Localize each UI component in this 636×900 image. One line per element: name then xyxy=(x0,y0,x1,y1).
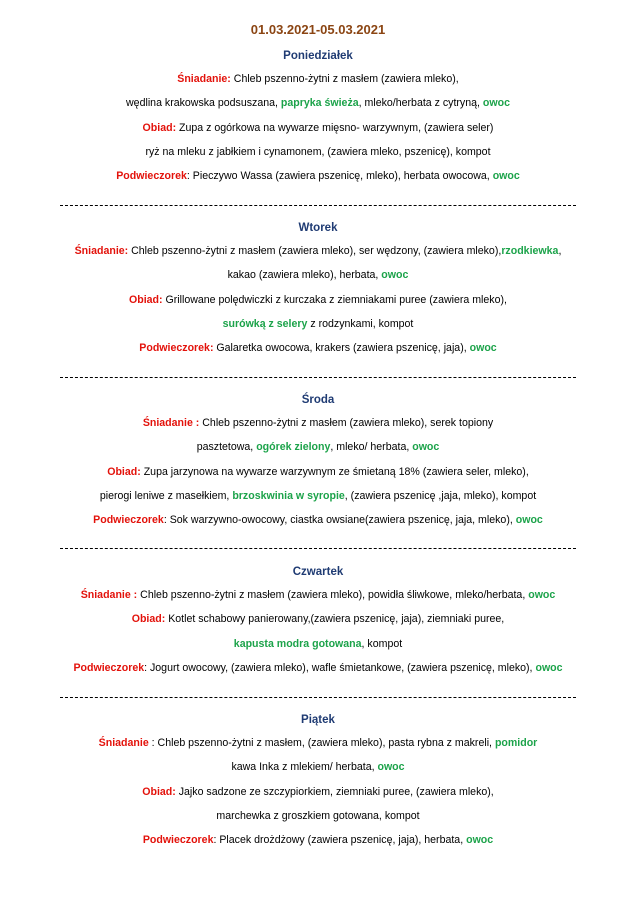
menu-line xyxy=(0,588,636,602)
menu-line xyxy=(0,809,636,823)
menu-text: Grillowane polędwiczki z kurczaka z ziemniakami puree (zawiera xyxy=(162,293,473,306)
day-separator xyxy=(60,697,576,698)
menu-text: pierogi leniwe z masełkiem, xyxy=(99,489,233,502)
menu-text: Chleb xyxy=(230,73,265,85)
menu-text: z masłem (zawiera xyxy=(227,245,322,257)
menu-text: ), xyxy=(500,293,507,306)
menu-text: ), xyxy=(460,342,470,355)
allergen-text: mleko xyxy=(423,73,453,85)
meal-label: Podwieczorek xyxy=(93,514,164,527)
produce-item: ogórek zielony xyxy=(256,441,331,454)
menu-text: kawa Inka z xyxy=(231,761,291,774)
allergen-text: mleko xyxy=(330,589,359,601)
day-separator xyxy=(60,548,576,549)
menu-text: : Pieczywo Wassa (zawiera xyxy=(186,170,319,183)
menu-text: / herbata, xyxy=(364,441,413,454)
allergen-text: mlekiem xyxy=(290,761,330,774)
menu-text: z masłem (zawiera xyxy=(236,589,331,601)
menu-text: , kompot xyxy=(361,637,403,650)
menu-line xyxy=(0,440,636,454)
menu-text: ), kompot xyxy=(492,489,537,502)
allergen-text: pszenno-żytni xyxy=(232,417,299,429)
produce-item: owoc xyxy=(492,170,520,183)
menu-text: z masłem, (zawiera xyxy=(253,737,351,749)
produce-item: owoc xyxy=(466,834,494,847)
menu-text: ), herbata, xyxy=(330,269,382,282)
allergen-text: pszenicę, jaja, mleko xyxy=(407,514,507,527)
produce-item: papryka świeża xyxy=(280,97,359,110)
allergen-text: mleko xyxy=(472,293,501,306)
allergen-text: seler, mleko xyxy=(465,465,523,478)
menu-text: ), kompot xyxy=(446,145,491,158)
menu-text: ), ser wędzony, (zawiera xyxy=(349,245,467,257)
menu-line xyxy=(0,145,636,159)
menu-line xyxy=(0,833,636,847)
menu-text: ), xyxy=(487,785,494,798)
menu-text: z masłem (zawiera xyxy=(329,73,424,85)
allergen-text: mleku xyxy=(177,145,206,158)
menu-line xyxy=(0,465,636,479)
menu-line xyxy=(0,317,636,331)
menu-line xyxy=(0,513,636,527)
meal-label: Podwieczorek xyxy=(73,661,145,674)
menu-text: Kotlet schabowy panierowany,(zawiera xyxy=(165,613,354,626)
day-heading: Wtorek xyxy=(298,222,338,234)
allergen-text: mleko xyxy=(364,97,393,110)
menu-text: ), serek topiony xyxy=(420,417,494,429)
menu-date-range: 01.03.2021-05.03.2021 xyxy=(250,22,386,37)
menu-line xyxy=(0,96,636,110)
menu-text: z masłem (zawiera xyxy=(298,417,393,429)
produce-item: owoc xyxy=(412,441,440,454)
allergen-text: mleko xyxy=(466,245,495,257)
day-heading: Piątek xyxy=(301,714,335,726)
menu-text: : Sok warzywno-owocowy, ciastka owsiane(zawiera xyxy=(163,514,408,527)
day-heading: Czwartek xyxy=(292,566,344,578)
meal-label: Podwieczorek xyxy=(142,834,214,847)
menu-text: ), herbata owocowa, xyxy=(394,170,493,183)
menu-line xyxy=(0,661,636,675)
menu-text: , xyxy=(558,245,562,257)
allergen-text: pszenicę, mleko xyxy=(318,170,395,183)
menu-text: kakao (zawiera xyxy=(227,269,302,282)
menu-text: pasztetowa, xyxy=(196,441,257,454)
menu-text: : Jogurt owocowy, (zawiera xyxy=(144,661,275,674)
menu-text: / herbata, xyxy=(329,761,378,774)
allergen-text: mleko xyxy=(459,785,488,798)
meal-label: Śniadanie xyxy=(98,737,149,749)
allergen-text: pszenno-żytni xyxy=(264,73,330,85)
produce-item: brzoskwinia w syropie xyxy=(232,489,345,502)
menu-text: , xyxy=(330,441,337,454)
menu-line xyxy=(0,612,636,626)
allergen-text: mleko xyxy=(336,441,365,454)
allergen-text: pszenicę, jaja), xyxy=(350,834,422,847)
produce-item: surówką z selery xyxy=(222,317,308,330)
produce-item: kapusta modra gotowana xyxy=(233,637,362,650)
menu-text: wędlina krakowska podsuszana, xyxy=(126,97,281,110)
menu-line xyxy=(0,341,636,355)
menu-text: /herbata z cytryną, xyxy=(392,97,483,110)
allergen-text: mleko xyxy=(321,245,350,257)
allergen-text: pszenno-żytni xyxy=(170,589,237,601)
menu-text: , (zawiera xyxy=(344,489,394,502)
produce-item: owoc xyxy=(482,97,510,110)
menu-line xyxy=(0,268,636,282)
produce-item: owoc xyxy=(469,342,497,355)
day-heading: Środa xyxy=(301,394,335,406)
menu-text: : Placek drożdżowy (zawiera xyxy=(213,834,351,847)
menu-text: ), ziemniaki puree, xyxy=(417,613,505,626)
menu-text: herbata, xyxy=(421,834,467,847)
menu-text: ), xyxy=(522,465,529,478)
meal-label: Śniadanie : xyxy=(142,417,200,429)
meal-label: Podwieczorek xyxy=(116,170,187,183)
menu-text: ), xyxy=(494,245,502,257)
meal-label: Śniadanie: xyxy=(74,245,129,257)
meal-label: Obiad: xyxy=(129,293,163,306)
produce-item: owoc xyxy=(535,661,563,674)
menu-line xyxy=(0,244,636,258)
meal-label: Śniadanie: xyxy=(177,73,231,85)
menu-line xyxy=(0,169,636,183)
menu-text: z rodzynkami, kompot xyxy=(307,317,414,330)
menu-text: ), wafle śmietankowe, (zawiera xyxy=(302,661,451,674)
produce-item: owoc xyxy=(377,761,405,774)
allergen-text: pszenicę, mleko), xyxy=(450,661,533,674)
allergen-text: pszenicę, jaja xyxy=(396,342,461,355)
menu-line xyxy=(0,489,636,503)
meal-label: Podwieczorek: xyxy=(139,342,214,355)
menu-line xyxy=(0,785,636,799)
menu-text: z jabłkiem i cynamonem, (zawiera xyxy=(205,145,371,158)
menu-line xyxy=(0,293,636,307)
meal-label: Obiad: xyxy=(107,465,141,478)
allergen-text: pszenicę, jaja xyxy=(353,613,418,626)
allergen-text: pszenicę ,jaja, mleko xyxy=(393,489,492,502)
meal-label: Obiad: xyxy=(131,613,166,626)
meal-label: Obiad: xyxy=(142,785,176,798)
produce-item: owoc xyxy=(381,269,409,282)
menu-text: marchewka z groszkiem gotowana, kompot xyxy=(216,809,420,822)
day-separator xyxy=(60,205,576,206)
menu-text: : Chleb xyxy=(148,737,189,749)
allergen-text: , (zawiera seler) xyxy=(418,121,494,134)
menu-line xyxy=(0,736,636,750)
menu-text: Zupa jarzynowa na wywarze warzywnym ze śmietaną 18% (zawiera xyxy=(140,465,466,478)
menu-line xyxy=(0,760,636,774)
menu-text: ), xyxy=(452,73,459,85)
allergen-text: mleko xyxy=(392,417,421,429)
produce-item: rzodkiewka xyxy=(501,245,559,257)
produce-item: owoc xyxy=(515,514,543,527)
allergen-text: mleko xyxy=(350,737,379,749)
menu-line xyxy=(0,121,636,135)
menu-text: Zupa z ogórkowa na wywarze mięsno- warzywnym xyxy=(176,121,419,134)
produce-item: owoc xyxy=(528,589,556,601)
menu-text: ryż na xyxy=(145,145,178,158)
menu-text: Chleb xyxy=(199,417,233,429)
day-heading: Poniedziałek xyxy=(283,50,353,62)
allergen-text: mleko xyxy=(274,661,303,674)
day-separator xyxy=(60,377,576,378)
menu-text: , xyxy=(358,97,365,110)
menu-line xyxy=(0,637,636,651)
produce-item: pomidor xyxy=(494,737,538,749)
menu-text: ), powidła śliwkowe, xyxy=(358,589,456,601)
allergen-text: pszenno-żytni xyxy=(161,245,228,257)
meal-label: Obiad: xyxy=(142,121,177,134)
menu-text: Chleb xyxy=(128,245,162,257)
menu-text: Galaretka owocowa, krakers (zawiera xyxy=(213,342,396,355)
menu-text: Jajko sadzone ze szczypiorkiem, ziemniaki puree, (zawiera xyxy=(175,785,459,798)
menu-line xyxy=(0,72,636,86)
allergen-text: mleko, pszenicę xyxy=(370,145,447,158)
menu-line xyxy=(0,416,636,430)
menu-text: ), pasta rybna z makreli, xyxy=(378,737,495,749)
menu-text: Chleb xyxy=(137,589,171,601)
allergen-text: mleko xyxy=(455,589,484,601)
allergen-text: pszenno-żytni xyxy=(188,737,254,749)
menu-text: /herbata, xyxy=(483,589,529,601)
meal-label: Śniadanie : xyxy=(80,589,138,601)
menu-text: ), xyxy=(506,514,516,527)
allergen-text: mleko xyxy=(301,269,331,282)
